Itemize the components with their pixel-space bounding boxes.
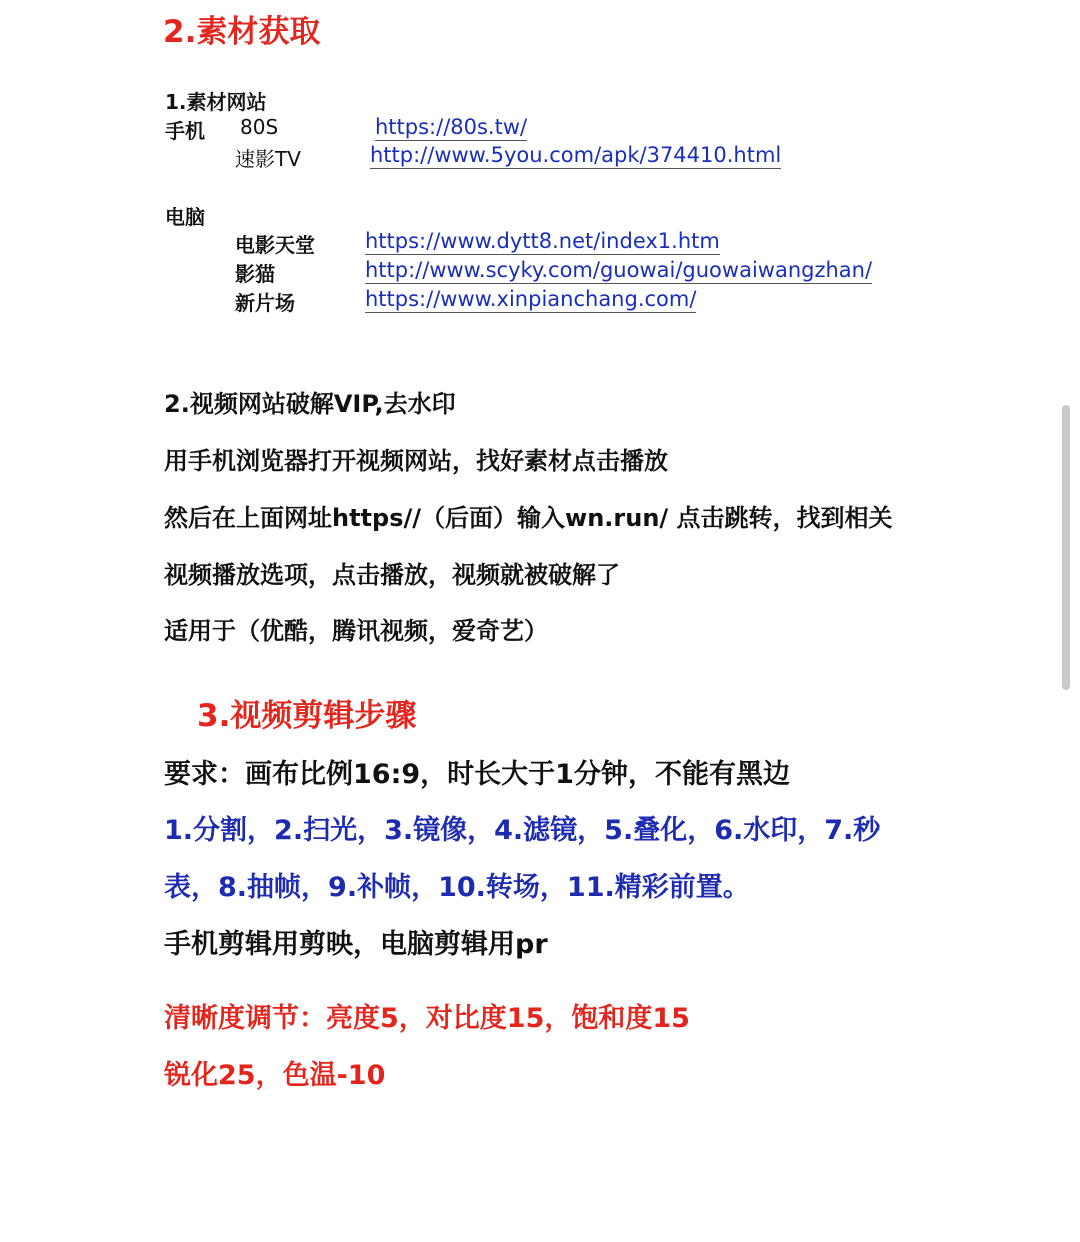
site-link-yingmao[interactable]: http://www.scyky.com/guowai/guowaiwangzhan/ [365, 258, 873, 282]
tools-text: 手机剪辑用剪映，电脑剪辑用pr [164, 929, 548, 960]
site-link-xinpianchang[interactable]: https://www.xinpianchang.com/ [365, 287, 697, 311]
site-name-dytt: 电影天堂 [235, 233, 315, 257]
sub2-line-4: 适用于（优酷，腾讯视频，爱奇艺） [164, 617, 548, 645]
steps-line-2: 表，8.抽帧，9.补帧，10.转场，11.精彩前置。 [164, 872, 750, 903]
site-link-suying[interactable]: http://www.5you.com/apk/374410.html [370, 143, 782, 167]
steps-line-1: 1.分割，2.扫光，3.镜像，4.滤镜，5.叠化，6.水印，7.秒 [164, 815, 881, 846]
section2-title: 2.素材获取 [163, 14, 321, 50]
section3-title: 3.视频剪辑步骤 [197, 698, 417, 734]
vertical-scrollbar[interactable] [1062, 405, 1070, 690]
site-name-xinpianchang: 新片场 [235, 291, 295, 315]
mobile-label: 手机 [165, 119, 205, 143]
requirement-text: 要求：画布比例16:9，时长大于1分钟，不能有黑边 [164, 759, 790, 790]
site-link-dytt[interactable]: https://www.dytt8.net/index1.htm [365, 229, 720, 253]
site-link-80s[interactable]: https://80s.tw/ [375, 115, 528, 139]
sub1-title: 1.素材网站 [165, 90, 267, 114]
pc-label: 电脑 [165, 205, 205, 229]
sub2-title: 2.视频网站破解VIP,去水印 [164, 390, 456, 418]
sub2-line-3: 视频播放选项，点击播放，视频就被破解了 [164, 561, 620, 589]
clarity-line-2: 锐化25，色温-10 [164, 1060, 386, 1091]
site-name-suying: 速影TV [235, 147, 301, 171]
clarity-line-1: 清晰度调节：亮度5，对比度15，饱和度15 [164, 1003, 690, 1034]
sub2-line-2: 然后在上面网址https//（后面）输入wn.run/ 点击跳转，找到相关 [164, 504, 893, 532]
site-name-yingmao: 影猫 [235, 262, 275, 286]
sub2-line-1: 用手机浏览器打开视频网站，找好素材点击播放 [164, 447, 668, 475]
site-name-80s: 80S [240, 115, 279, 139]
